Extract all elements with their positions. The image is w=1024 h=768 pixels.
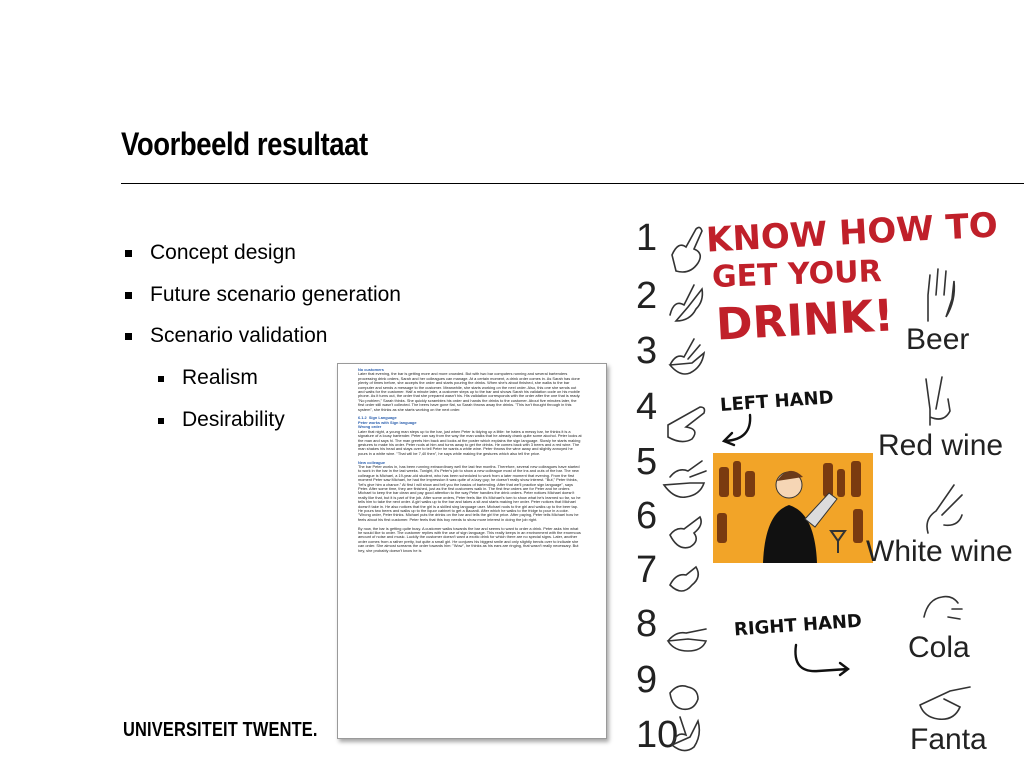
slide-title: Voorbeeld resultaat [121,126,368,162]
sign-language-poster [620,205,1024,768]
poster-number: 6 [636,495,658,537]
bullet-item [150,241,296,265]
university-logo: UNIVERSITEIT TWENTE. [123,719,318,741]
poster-title-line3: DRINK! [714,290,895,351]
arrow-icon [710,411,770,451]
left-hand-label: LEFT HAND [719,387,835,416]
beer-sign-icon [920,265,960,325]
bullet-text: Desirability [182,408,285,431]
bullet-text: Future scenario generation [150,283,401,306]
bullet-marker [158,376,164,382]
poster-title-line2: GET YOUR [711,254,883,295]
poster-number: 4 [636,386,658,428]
poster-number: 7 [636,549,658,591]
doc-paragraph: The bar Peter works in, has been running extraordinary well the last few months. Therefore, several new colleagues have started to work in the bar in the last weeks. Tonight, it's Peter's job to show a new colleague most of the ins and outs of the bar. The new colleague is Michael, a 19-year-old student, who has been scheduled to work from a later moment that evening. From the first moment Peter saw Michael, he had the impression it was quite of a lazy guy; he doesn't really show interest. "But," Peter thinks, "let's give him a chance." At first I will show and tell you the basics of bartending. After that we'll practice sign language", says Peter. After some time, they are finished, just as the first customers walk in. The first few orders are for Peter and he orders Michael to keep the bar clean and pay good attention to the way Peter handles the drink orders. Peter notices Michael doesn't really like that, but it is part of the job. After some orders, Peter feels like it's Michael's turn to show what he's learned so far, so he tells him to take the next order. A girl walks up to the bar and takes a sit and starts making her order. Peter notices that Michael doesn't take in. He also notices that the girl is a skilled sing language user. Michael nods to the girl and walks up to the beer tap. He pours two beers and walks up to the liquor cabinet to get a Bacardi. After which he walks to the fridge to pour in a coke. "Wrong order, Peter thinks. Michael puts the drinks on the bar and tells the girl the price. After paying, Peter tells Michael how he feels about his first customer. Peter feels that this boy needs to show more interest in doing the job right. [358,463,582,522]
red-wine-sign-icon [920,373,960,429]
document-thumbnail [337,363,607,739]
bartender-image [713,453,873,563]
cola-sign-icon [918,587,968,623]
bullet-text: Concept design [150,241,296,264]
document-text [358,368,582,553]
hand-signs-icon [660,215,720,755]
poster-title-line1: KNOW HOW TO [705,205,999,261]
doc-heading: New colleague [358,459,386,465]
white-wine-sign-icon [920,481,970,537]
doc-paragraph: Later that evening, the bar is getting more and more crowded. But with two bar computers running and several bartenders processing drink orders, Sarah and her colleagues can manage. At a certain moment, a drink order comes in. As Sarah has done plenty of times before, she accepts the order and starts pouring the drinks. When she's about finished, she walks to the bar computer and sends a message to the customer. Meanwhile, she starts working on the next order. Also, this one she sends out and waits for the customer. Half a minute later, a customer steps up to the bar and shows Sarah his validation code on his mobile phone. As it turns out, the order that she prepared wasn't his. His validation corresponds with the order after the one that is ready. "No problem," Sarah thinks. She quickly scrambles his order and hands the drinks to the customer. About five minutes later, the first order still wasn't collected. The beers have gone flat, so Sarah throws away the drinks. "This isn't thought through in this system", she thinks as she starts working on the next order. [358,371,582,412]
title-divider [121,183,1024,184]
doc-paragraph: By now, the bar is getting quite busy. A customer walks towards the bar and seems to want to order a drink. Peter asks him what he would like to order. The customer replies with the use of sign language. This really keeps in an environment with the enormous amount of noise and music. Luckily the customer doesn't want a exotic drink for which there are no special signs. Later, another order comes from a rather pretty, but quite a small girl. He conjures his biggest smile and only slightly bends over to indicate she can order. She almost screams the order towards him: "Wow", he thinks as his ears are ringing, that wasn't really necessary. But hey, she probably doesn't know he is [358,525,582,553]
poster-number: 8 [636,603,658,645]
fanta-sign-icon [916,681,976,721]
drink-label: Fanta [910,723,987,756]
doc-paragraph: Later that night, a young man steps up to the bar, just when Peter is tidying up a little: he hates a messy bar, he thinks it is a signature of a lousy bartender. Peter can say from the way the man walks that he already drank quite some alcohol. Peter looks at the man and says hi. The man greets him back and looks at the poster which explains the sign language. Slowly he starts making gestures to make his order. Peter nods at him and turns away to get the drinks. He comes back with 3 beers and a red wine. The man shakes his head and stays over to tell Peter he wants a white wine. Peter throws the wine away and slightly annoyed he pours in a white wine. "That will be 7,40 then", he says while making the gestures which also tell the price. [358,428,583,456]
drink-label: Beer [906,323,970,356]
poster-number: 10 [636,714,679,756]
right-hand-label: RIGHT HAND [733,610,863,641]
poster-number: 5 [636,441,658,483]
poster-number: 9 [636,659,658,701]
bullet-marker [158,418,164,424]
sub-bullet-item [182,366,258,390]
drink-label: White wine [866,535,1013,568]
arrow-icon [788,643,858,683]
doc-heading: No customers [358,367,384,372]
bullet-marker [125,333,132,340]
doc-heading: Peter works with Sign language [358,419,417,425]
sub-bullet-item [182,408,285,432]
bullet-item [150,283,401,307]
bullet-text: Scenario validation [150,324,328,347]
bullet-marker [125,250,132,257]
poster-number: 2 [636,275,658,317]
doc-heading: 6.1.2 Sign Language [358,415,397,421]
bullet-text: Realism [182,366,258,389]
poster-number: 1 [636,217,658,259]
drink-label: Red wine [878,429,1004,462]
doc-heading: Wrong order [358,424,382,430]
bullet-item [150,324,327,348]
drink-label: Cola [908,631,970,664]
poster-number: 3 [636,330,658,372]
bullet-marker [125,292,132,299]
